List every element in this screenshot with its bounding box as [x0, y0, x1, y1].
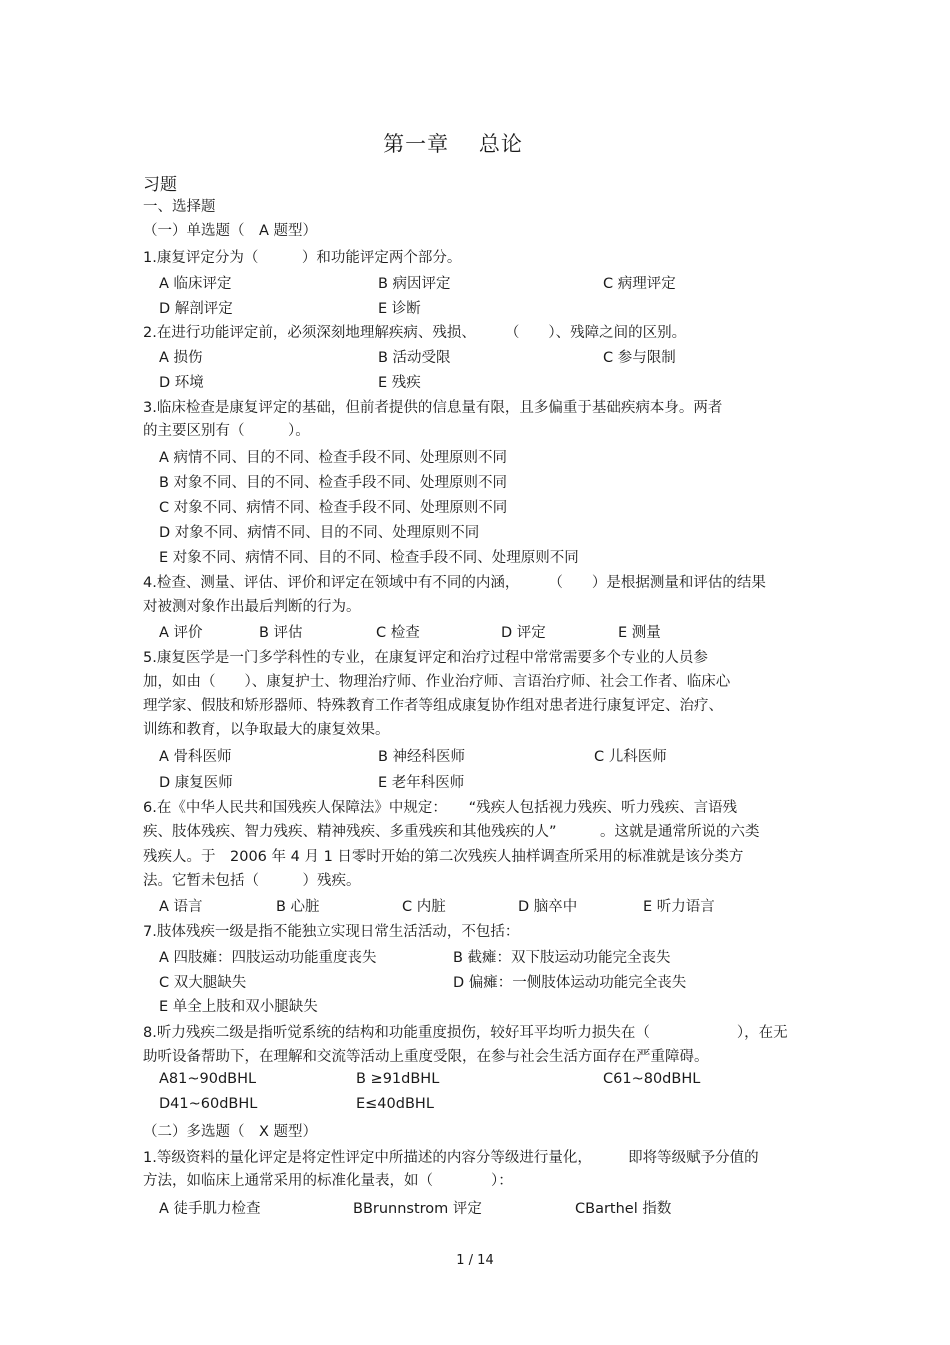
question-stem-line: 理学家、假肢和矫形器师、特殊教育工作者等组成康复协作组对患者进行康复评定、治疗、 [143, 698, 723, 714]
option: A 四肢瘫：四肢运动功能重度丧失 [159, 950, 377, 966]
option: A 语言 [159, 899, 203, 915]
option: C 病理评定 [603, 276, 676, 292]
question-stem-line: 6.在《中华人民共和国残疾人保障法》中规定： “残疾人包括视力残疾、听力残疾、言语残 [143, 800, 738, 816]
question-stem-line: 训练和教育，以争取最大的康复效果。 [143, 722, 390, 738]
option: A81~90dBHL [159, 1071, 257, 1087]
option: D 环境 [159, 375, 204, 391]
question-stem-line: 法。它暂未包括（ ）残疾。 [143, 873, 361, 889]
question-stem-line: 方法，如临床上通常采用的标准化量表，如（ ）： [143, 1173, 513, 1189]
option: B 对象不同、目的不同、检查手段不同、处理原则不同 [159, 475, 508, 491]
option: E 老年科医师 [378, 775, 465, 791]
part-heading: 一、选择题 [143, 199, 216, 215]
section-heading: 习题 [143, 175, 177, 195]
option: B 神经科医师 [378, 749, 466, 765]
option: D 偏瘫：一侧肢体运动功能完全丧失 [453, 975, 687, 991]
question-stem-line: 8.听力残疾二级是指听觉系统的结构和功能重度损伤，较好耳平均听力损失在（ ），在无 [143, 1025, 788, 1041]
option: B 病因评定 [378, 276, 451, 292]
question-stem-line: 5.康复医学是一门多学科性的专业，在康复评定和治疗过程中常常需要多个专业的人员参 [143, 650, 708, 666]
option: BBrunnstrom 评定 [353, 1201, 482, 1217]
option: B 评估 [259, 625, 303, 641]
option: A 评价 [159, 625, 203, 641]
option: C 对象不同、病情不同、检查手段不同、处理原则不同 [159, 500, 508, 516]
option: D 评定 [501, 625, 546, 641]
question-stem-line: 3.临床检查是康复评定的基础，但前者提供的信息量有限，且多偏重于基础疾病本身。两者 [143, 400, 723, 416]
option: E 残疾 [378, 375, 421, 391]
option: E≤40dBHL [356, 1096, 434, 1112]
option: E 诊断 [378, 301, 421, 317]
option: E 对象不同、病情不同、目的不同、检查手段不同、处理原则不同 [159, 550, 579, 566]
option: D 脑卒中 [518, 899, 578, 915]
option: C 参与限制 [603, 350, 676, 366]
option: A 病情不同、目的不同、检查手段不同、处理原则不同 [159, 450, 508, 466]
question-stem: 2.在进行功能评定前，必须深刻地理解疾病、残损、 （ ）、残障之间的区别。 [143, 325, 687, 341]
option: CBarthel 指数 [575, 1201, 672, 1217]
option: B 心脏 [276, 899, 320, 915]
option: A 徒手肌力检查 [159, 1201, 261, 1217]
option: C 内脏 [402, 899, 446, 915]
option: D 解剖评定 [159, 301, 233, 317]
question-stem-line: 残疾人。于 2006 年 4 月 1 日零时开始的第二次残疾人抽样调查所采用的标准就是该分类方 [143, 849, 744, 865]
option: B 截瘫：双下肢运动功能完全丧失 [453, 950, 671, 966]
option: D41~60dBHL [159, 1096, 258, 1112]
option: E 单全上肢和双小腿缺失 [159, 999, 318, 1015]
question-stem-line: 疾、肢体残疾、智力残疾、精神残疾、多重残疾和其他残疾的人” 。这就是通常所说的六类 [143, 824, 760, 840]
question-stem-line: 1.等级资料的量化评定是将定性评定中所描述的内容分等级进行量化， 即将等级赋予分值的 [143, 1150, 759, 1166]
chapter-title: 第一章 总论 [383, 132, 523, 156]
question-stem-line: 的主要区别有（ ）。 [143, 423, 310, 439]
option: C 双大腿缺失 [159, 975, 247, 991]
option: E 听力语言 [643, 899, 715, 915]
page-number: 1 / 14 [456, 1253, 494, 1268]
question-stem-line: 对被测对象作出最后判断的行为。 [143, 599, 361, 615]
option: A 骨科医师 [159, 749, 232, 765]
subsection-heading: （一）单选题（ A 题型） [143, 223, 318, 239]
subsection-heading: （二）多选题（ X 题型） [143, 1124, 318, 1140]
option: C61~80dBHL [603, 1071, 701, 1087]
option: D 康复医师 [159, 775, 233, 791]
option: B 活动受限 [378, 350, 451, 366]
question-stem: 7.肢体残疾一级是指不能独立实现日常生活活动，不包括： [143, 924, 520, 940]
question-stem: 1.康复评定分为（ ）和功能评定两个部分。 [143, 250, 462, 266]
option: A 损伤 [159, 350, 203, 366]
option: C 检查 [376, 625, 420, 641]
option: E 测量 [618, 625, 661, 641]
question-stem-line: 4.检查、测量、评估、评价和评定在领域中有不同的内涵， （ ）是根据测量和评估的结果 [143, 575, 766, 591]
option: A 临床评定 [159, 276, 232, 292]
option: D 对象不同、病情不同、目的不同、处理原则不同 [159, 525, 480, 541]
option: B ≥91dBHL [356, 1071, 440, 1087]
option: C 儿科医师 [594, 749, 667, 765]
question-stem-line: 加，如由（ ）、康复护士、物理治疗师、作业治疗师、言语治疗师、社会工作者、临床心 [143, 674, 731, 690]
question-stem-line: 助听设备帮助下，在理解和交流等活动上重度受限，在参与社会生活方面存在严重障碍。 [143, 1049, 709, 1065]
